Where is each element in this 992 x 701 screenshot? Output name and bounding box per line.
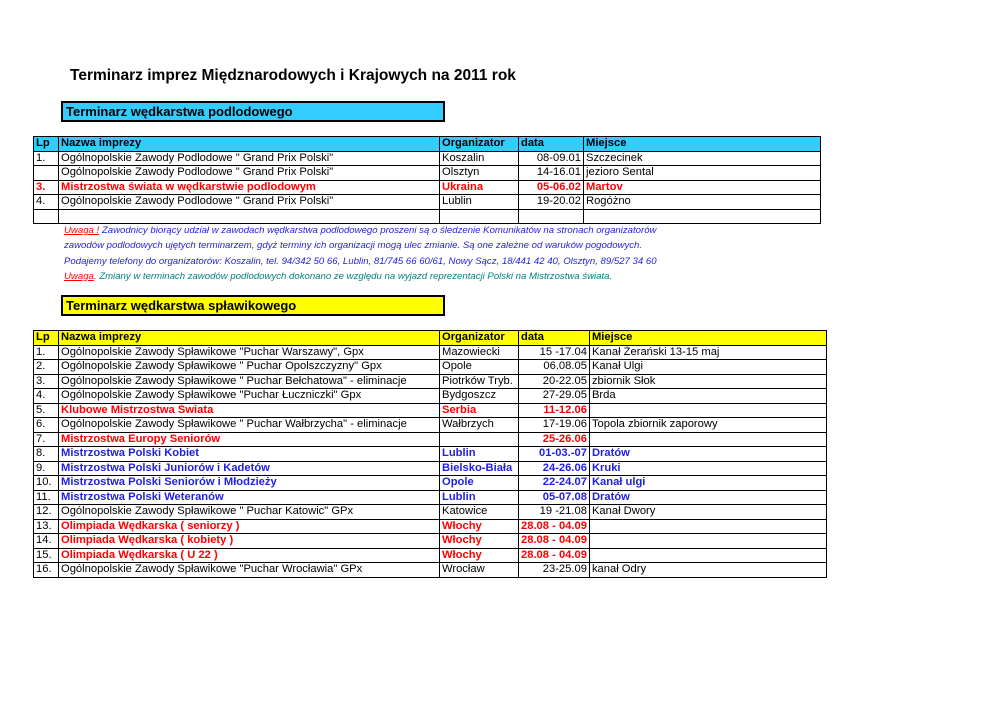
cell-place: Szczecinek [584, 151, 821, 166]
note-warning-2: Uwaga [64, 270, 94, 282]
table-row [34, 151, 821, 166]
table-splawikowe [33, 330, 827, 578]
cell-org: Bydgoszcz [440, 389, 519, 404]
cell-org: Włochy [440, 548, 519, 563]
cell-lp: 13. [34, 519, 59, 534]
cell-org: Mazowiecki [440, 345, 519, 360]
cell-name: Ogólnopolskie Zawody Spławikowe "Puchar Łuczniczki" Gpx [59, 389, 440, 404]
cell-org: Katowice [440, 505, 519, 520]
note-line-2: zawodów podlodowych ujętych terminarzem, gdyż terminy ich organizacji mogą ulec zmianie. Są one zależne od waruków pogodowych. [64, 240, 643, 252]
table-row [34, 166, 821, 181]
cell-name: Ogólnopolskie Zawody Spławikowe "Puchar Warszawy", Gpx [59, 345, 440, 360]
cell-place: Dratów [589, 447, 826, 462]
cell-date: 11-12.06 [519, 403, 590, 418]
cell-place: Kruki [589, 461, 826, 476]
cell-place [589, 548, 826, 563]
cell-name: Mistrzostwa Polski Juniorów i Kadetów [59, 461, 440, 476]
notes-block [64, 223, 657, 284]
column-header-place: Miejsce [584, 137, 821, 152]
table-row [34, 403, 827, 418]
cell-place: Kanał Żerański 13-15 maj [589, 345, 826, 360]
cell-date: 17-19.06 [519, 418, 590, 433]
cell-org: Olsztyn [440, 166, 519, 181]
cell-place: Kanał Ulgi [589, 360, 826, 375]
cell-name: Ogólnopolskie Zawody Podlodowe " Grand Prix Polski" [59, 195, 440, 210]
cell-place: Kanał ulgi [589, 476, 826, 491]
cell-lp: 6. [34, 418, 59, 433]
table-row [34, 519, 827, 534]
table-row [34, 447, 827, 462]
cell-name: Ogólnopolskie Zawody Spławikowe "Puchar Wrocławia" GPx [59, 563, 440, 578]
column-header-date: data [519, 137, 584, 152]
table-row [34, 418, 827, 433]
note-line-4 [64, 269, 657, 284]
cell-place: Brda [589, 389, 826, 404]
table-row [34, 432, 827, 447]
cell-place [589, 403, 826, 418]
cell-name: Mistrzostwa Polski Seniorów i Młodzieży [59, 476, 440, 491]
table-header-row [34, 137, 821, 152]
cell-date: 28.08 - 04.09 [519, 548, 590, 563]
cell-place [589, 519, 826, 534]
cell-org [440, 209, 519, 224]
column-header-lp: Lp [34, 137, 59, 152]
note-text-4: . Zmiany w terminach zawodów podlodowych dokonano ze względu na wyjazd reprezentacji Polski na Mistrzostwa świata. [93, 270, 613, 282]
cell-lp: 16. [34, 563, 59, 578]
table-row [34, 476, 827, 491]
cell-name: Ogólnopolskie Zawody Spławikowe " Puchar Opolszczyzny" Gpx [59, 360, 440, 375]
cell-place [584, 209, 821, 224]
cell-name: Mistrzostwa Polski Kobiet [59, 447, 440, 462]
column-header-lp: Lp [34, 331, 59, 346]
cell-org: Lublin [440, 490, 519, 505]
cell-date: 19-20.02 [519, 195, 584, 210]
cell-org: Serbia [440, 403, 519, 418]
cell-lp: 4. [34, 389, 59, 404]
cell-org: Piotrków Tryb. [440, 374, 519, 389]
cell-lp [34, 209, 59, 224]
cell-name: Ogólnopolskie Zawody Podlodowe " Grand Prix Polski" [59, 151, 440, 166]
cell-org: Bielsko-Biała [440, 461, 519, 476]
cell-lp: 1. [34, 345, 59, 360]
cell-date: 01-03.-07 [519, 447, 590, 462]
cell-lp: 5. [34, 403, 59, 418]
table-row [34, 180, 821, 195]
cell-name: Klubowe Mistrzostwa Świata [59, 403, 440, 418]
table-row [34, 195, 821, 210]
cell-org: Wałbrzych [440, 418, 519, 433]
cell-place: Topola zbiornik zaporowy [589, 418, 826, 433]
table-header-row [34, 331, 827, 346]
cell-name: Mistrzostwa Europy Seniorów [59, 432, 440, 447]
column-header-date: data [519, 331, 590, 346]
table-row [34, 505, 827, 520]
cell-org: Włochy [440, 534, 519, 549]
cell-org: Koszalin [440, 151, 519, 166]
cell-name: Olimpiada Wędkarska ( U 22 ) [59, 548, 440, 563]
cell-lp: 8. [34, 447, 59, 462]
cell-date: 08-09.01 [519, 151, 584, 166]
cell-date: 22-24.07 [519, 476, 590, 491]
column-header-org: Organizator [440, 137, 519, 152]
table-row [34, 490, 827, 505]
cell-date: 06.08.05 [519, 360, 590, 375]
cell-place [589, 534, 826, 549]
cell-date: 28.08 - 04.09 [519, 534, 590, 549]
table-row [34, 360, 827, 375]
cell-date: 14-16.01 [519, 166, 584, 181]
cell-place: Martov [584, 180, 821, 195]
cell-date: 05-07.08 [519, 490, 590, 505]
cell-lp [34, 166, 59, 181]
cell-place: kanał Odry [589, 563, 826, 578]
cell-date: 05-06.02 [519, 180, 584, 195]
table-podlodowe [33, 136, 821, 224]
cell-date [519, 209, 584, 224]
note-line-1 [64, 223, 657, 238]
column-header-place: Miejsce [589, 331, 826, 346]
cell-org: Opole [440, 476, 519, 491]
cell-lp: 14. [34, 534, 59, 549]
cell-place: jezioro Sental [584, 166, 821, 181]
cell-date: 28.08 - 04.09 [519, 519, 590, 534]
section-title-splawikowe: Terminarz wędkarstwa spławikowego [61, 295, 445, 316]
cell-place: zbiornik Słok [589, 374, 826, 389]
column-header-name: Nazwa imprezy [59, 137, 440, 152]
cell-lp: 10. [34, 476, 59, 491]
column-header-name: Nazwa imprezy [59, 331, 440, 346]
table-row [34, 461, 827, 476]
cell-name: Ogólnopolskie Zawody Spławikowe " Puchar Wałbrzycha" - eliminacje [59, 418, 440, 433]
cell-name: Olimpiada Wędkarska ( kobiety ) [59, 534, 440, 549]
cell-name: Mistrzostwa Polski Weteranów [59, 490, 440, 505]
cell-org: Lublin [440, 447, 519, 462]
cell-date: 25-26.06 [519, 432, 590, 447]
cell-date: 20-22.05 [519, 374, 590, 389]
cell-name: Olimpiada Wędkarska ( seniorzy ) [59, 519, 440, 534]
table-row [34, 389, 827, 404]
table-row [34, 548, 827, 563]
cell-lp: 7. [34, 432, 59, 447]
cell-lp: 15. [34, 548, 59, 563]
cell-org: Opole [440, 360, 519, 375]
cell-lp: 1. [34, 151, 59, 166]
section-title-podlodowe: Terminarz wędkarstwa podlodowego [61, 101, 445, 122]
table-row [34, 534, 827, 549]
cell-org: Lublin [440, 195, 519, 210]
cell-org: Ukraina [440, 180, 519, 195]
table-row [34, 209, 821, 224]
table-row [34, 563, 827, 578]
cell-place: Kanał Dwory [589, 505, 826, 520]
cell-org: Wrocław [440, 563, 519, 578]
page-title: Terminarz imprez Międznarodowych i Krajowych na 2011 rok [70, 67, 516, 84]
note-text-1: Zawodnicy biorący udział w zawodach wędkarstwa podlodowego proszeni są o śledzenie Komunikatów na stronach organizatorów [99, 225, 657, 236]
column-header-org: Organizator [440, 331, 519, 346]
note-warning-1: Uwaga ! [64, 225, 100, 236]
cell-place: Rogóżno [584, 195, 821, 210]
cell-date: 24-26.06 [519, 461, 590, 476]
cell-lp: 4. [34, 195, 59, 210]
cell-name: Ogólnopolskie Zawody Spławikowe " Puchar Katowic" GPx [59, 505, 440, 520]
cell-org: Włochy [440, 519, 519, 534]
cell-date: 15 -17.04 [519, 345, 590, 360]
cell-name: Ogólnopolskie Zawody Spławikowe " Puchar Bełchatowa" - eliminacje [59, 374, 440, 389]
cell-place: Dratów [589, 490, 826, 505]
cell-org [440, 432, 519, 447]
cell-name: Mistrzostwa świata w wędkarstwie podlodowym [59, 180, 440, 195]
cell-date: 19 -21.08 [519, 505, 590, 520]
note-line-3: Podajemy telefony do organizatorów: Koszalin, tel. 94/342 50 66, Lublin, 81/745 66 60/61, Nowy Sącz, 18/441 42 40, Olsztyn, 89/527 34 60 [64, 255, 657, 267]
cell-lp: 3. [34, 180, 59, 195]
cell-name [59, 209, 440, 224]
cell-lp: 3. [34, 374, 59, 389]
cell-name: Ogólnopolskie Zawody Podlodowe " Grand Prix Polski" [59, 166, 440, 181]
cell-date: 27-29.05 [519, 389, 590, 404]
cell-lp: 9. [34, 461, 59, 476]
cell-lp: 12. [34, 505, 59, 520]
cell-place [589, 432, 826, 447]
cell-date: 23-25.09 [519, 563, 590, 578]
table-row [34, 345, 827, 360]
cell-lp: 2. [34, 360, 59, 375]
table-row [34, 374, 827, 389]
cell-lp: 11. [34, 490, 59, 505]
